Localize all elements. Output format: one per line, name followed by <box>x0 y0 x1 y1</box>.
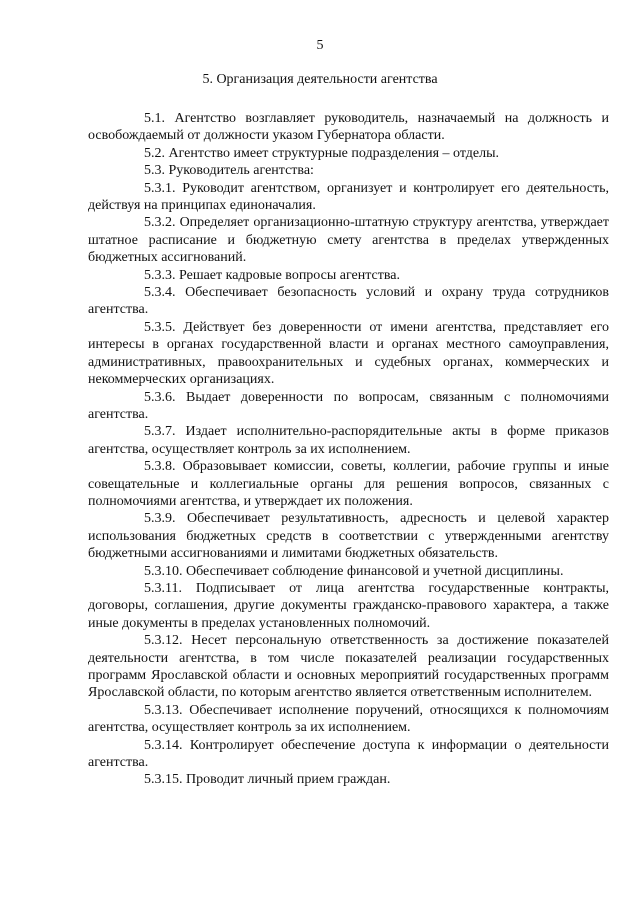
paragraph-5-3-13: 5.3.13. Обеспечивает исполнение поручений, относящихся к полномочиям агентства, осуществляет контроль за их исполнением. <box>88 702 609 736</box>
section-body <box>88 110 609 789</box>
paragraph-5-3-3: 5.3.3. Решает кадровые вопросы агентства. <box>144 267 401 283</box>
paragraph-5-3-10: 5.3.10. Обеспечивает соблюдение финансовой и учетной дисциплины. <box>144 563 564 579</box>
paragraph-5-3-14: 5.3.14. Контролирует обеспечение доступа к информации о деятельности агентства. <box>88 737 609 771</box>
paragraph-5-3: 5.3. Руководитель агентства: <box>144 163 314 179</box>
paragraph-5-3-7: 5.3.7. Издает исполнительно-распорядительные акты в форме приказов агентства, осуществляет контроль за их исполнением. <box>88 424 609 457</box>
paragraph-5-3-5: 5.3.5. Действует без доверенности от имени агентства, представляет его интересы в органах государственной власти и органах местного самоуправления, административных, правоохранительных и судебных органах, коммерческих и некоммерческих организациях. <box>88 319 609 388</box>
paragraph-5-3-4: 5.3.4. Обеспечивает безопасность условий и охрану труда сотрудников агентства. <box>88 285 609 318</box>
paragraph-5-3-2: 5.3.2. Определяет организационно-штатную структуру агентства, утверждает штатное расписание и бюджетную смету агентства в пределах утвержденных бюджетных ассигнований. <box>88 215 609 266</box>
section-title: 5. Организация деятельности агентства <box>202 72 438 87</box>
paragraph-5-3-15: 5.3.15. Проводит личный прием граждан. <box>144 772 391 788</box>
paragraph-5-3-9: 5.3.9. Обеспечивает результативность, адресность и целевой характер использования бюджетных средств в соответствии с утвержденными агентству бюджетными ассигнованиями и лимитами бюджетных обязательств. <box>88 511 609 562</box>
paragraph-5-1: 5.1. Агентство возглавляет руководитель, назначаемый на должность и освобождаемый от должности указом Губернатора области. <box>88 111 609 144</box>
page-number: 5 <box>316 38 324 53</box>
paragraph-5-3-6: 5.3.6. Выдает доверенности по вопросам, связанным с полномочиями агентства. <box>88 389 609 422</box>
paragraph-5-3-8: 5.3.8. Образовывает комиссии, советы, коллегии, рабочие группы и иные совещательные и коллегиальные органы для решения вопросов, связанных с полномочиями агентства, и утверждает их положения. <box>88 459 609 509</box>
paragraph-5-3-11: 5.3.11. Подписывает от лица агентства государственные контракты, договоры, соглашения, другие документы гражданско-правового характера, а также иные документы в пределах установленных полномочий. <box>88 580 609 631</box>
paragraph-5-3-12: 5.3.12. Несет персональную ответственность за достижение показателей деятельности агентства, в том числе показателей реализации государственных программ Ярославской области и основных мероприятий государственных программ Ярославской области, по которым агентство является ответственным исполнителем. <box>88 633 609 701</box>
paragraph-5-2: 5.2. Агентство имеет структурные подразделения – отделы. <box>144 145 500 161</box>
paragraph-5-3-1: 5.3.1. Руководит агентством, организует и контролирует его деятельность, действуя на принципах единоначалия. <box>88 180 609 214</box>
